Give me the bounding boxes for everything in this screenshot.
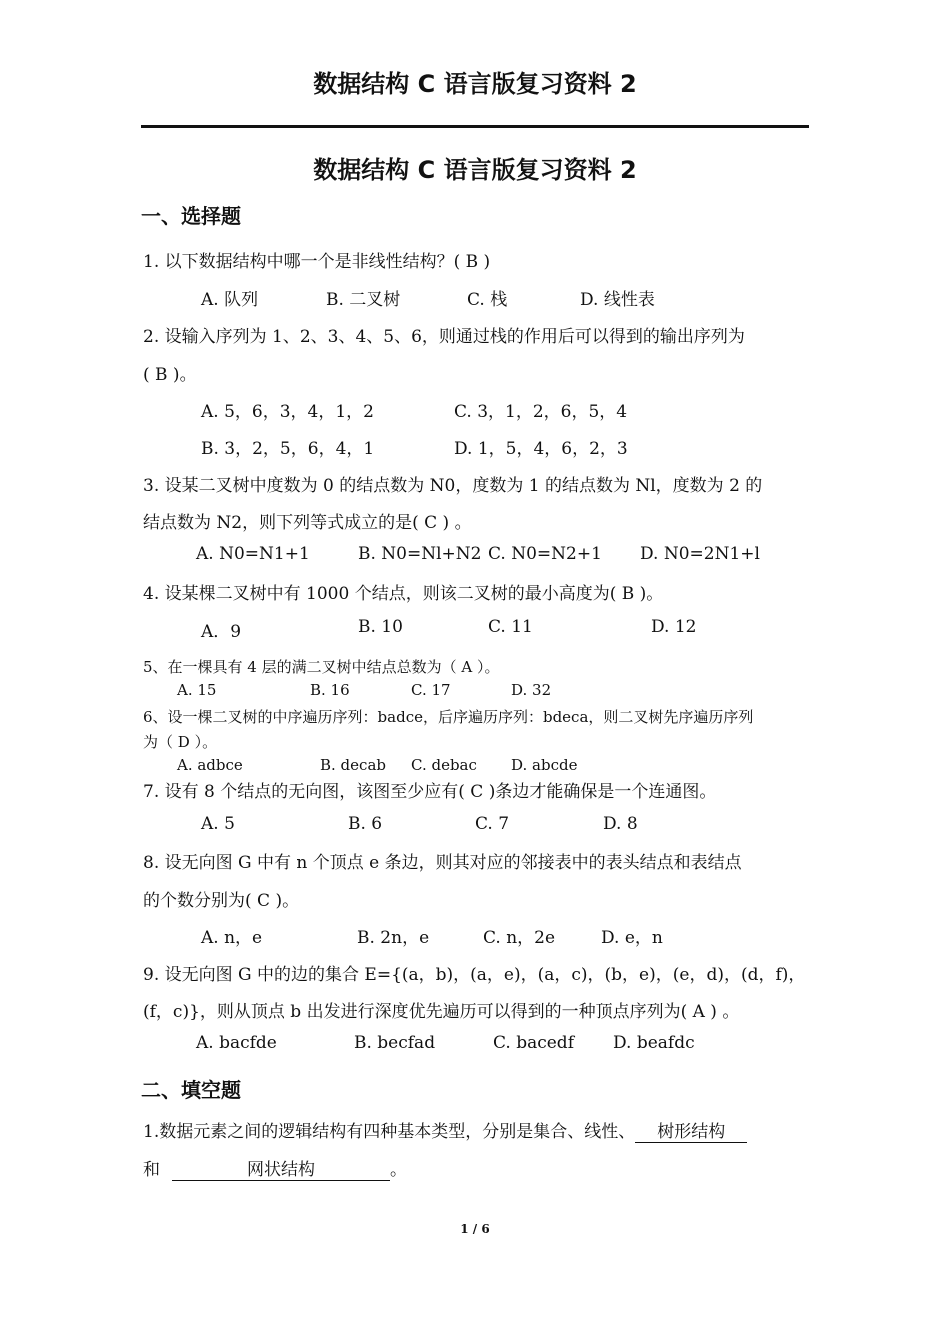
- q2-option-a: A. 5，6，3，4，1，2: [201, 402, 374, 422]
- page-number: 1 / 6: [460, 1222, 490, 1236]
- question-9-line1: 9. 设无向图 G 中的边的集合 E={(a，b)，(a，e)，(a，c)，(b，e)，(e，d)，(d，f)，: [143, 965, 806, 985]
- q5-option-d: D. 32: [511, 681, 552, 699]
- header-title: 数据结构 C 语言版复习资料 2: [313, 70, 637, 98]
- q3-option-d: D. N0=2N1+l: [640, 544, 760, 564]
- q5-option-b: B. 16: [310, 681, 350, 699]
- fill-1-and: 和: [143, 1160, 160, 1180]
- q9-option-a: A. bacfde: [196, 1033, 277, 1053]
- q7-option-a: A. 5: [201, 814, 235, 834]
- q4-option-a: A．9: [201, 622, 242, 642]
- q4-option-d: D. 12: [651, 617, 697, 637]
- question-3-line2: 结点数为 N2，则下列等式成立的是( C ) 。: [143, 513, 472, 533]
- question-9-line2: (f，c)}，则从顶点 b 出发进行深度优先遍历可以得到的一种顶点序列为( A ) 。: [143, 1002, 740, 1022]
- question-3-line1: 3. 设某二叉树中度数为 0 的结点数为 N0，度数为 1 的结点数为 Nl，度数为 2 的: [143, 476, 763, 496]
- question-7: 7. 设有 8 个结点的无向图，该图至少应有( C )条边才能确保是一个连通图。: [143, 782, 717, 802]
- q6-option-d: D. abcde: [511, 756, 578, 774]
- question-8-line1: 8. 设无向图 G 中有 n 个顶点 e 条边，则其对应的邻接表中的表头结点和表结点: [143, 853, 742, 873]
- q3-option-b: B. N0=Nl+N2: [358, 544, 482, 564]
- q5-option-c: C. 17: [411, 681, 451, 699]
- q1-option-c: C. 栈: [467, 290, 508, 310]
- question-2-line2: ( B )。: [143, 365, 197, 385]
- question-6-line2: 为（ D ）。: [143, 733, 218, 751]
- q6-option-c: C. debac: [411, 756, 477, 774]
- q4-option-c: C. 11: [488, 617, 533, 637]
- question-2-line1: 2. 设输入序列为 1、2、3、4、5、6，则通过栈的作用后可以得到的输出序列为: [143, 327, 745, 347]
- q2-option-b: B. 3，2，5，6，4，1: [201, 439, 375, 459]
- fill-1-line1: [143, 1117, 747, 1143]
- fill-1-period: 。: [390, 1160, 407, 1180]
- q6-option-a: A. adbce: [177, 756, 243, 774]
- fill-1-line2: [143, 1155, 407, 1181]
- section-fill-heading: 二、填空题: [141, 1078, 241, 1102]
- q5-option-a: A. 15: [177, 681, 217, 699]
- fill-1-text: 1.数据元素之间的逻辑结构有四种基本类型，分别是集合、线性、: [143, 1122, 636, 1142]
- question-6-line1: 6、设一棵二叉树的中序遍历序列：badce，后序遍历序列：bdeca，则二叉树先序遍历序列: [143, 708, 754, 726]
- question-1: 1. 以下数据结构中哪一个是非线性结构？( B ): [143, 252, 491, 272]
- q1-option-a: A. 队列: [201, 290, 259, 310]
- q9-option-b: B. becfad: [354, 1033, 436, 1053]
- section-choice-heading: 一、选择题: [141, 204, 241, 228]
- q8-option-c: C. n，2e: [483, 928, 556, 948]
- q3-option-c: C. N0=N2+1: [488, 544, 602, 564]
- doc-title: 数据结构 C 语言版复习资料 2: [313, 156, 637, 184]
- question-5: 5、在一棵具有 4 层的满二叉树中结点总数为（ A ）。: [143, 658, 500, 676]
- q2-option-d: D. 1，5，4，6，2，3: [454, 439, 628, 459]
- q9-option-c: C. bacedf: [493, 1033, 574, 1053]
- q9-option-d: D. beafdc: [613, 1033, 695, 1053]
- q7-option-d: D. 8: [603, 814, 638, 834]
- q1-option-d: D. 线性表: [580, 290, 655, 310]
- q8-option-a: A. n，e: [201, 928, 263, 948]
- q1-option-b: B. 二叉树: [326, 290, 401, 310]
- question-4: 4. 设某棵二叉树中有 1000 个结点，则该二叉树的最小高度为( B )。: [143, 584, 664, 604]
- question-8-line2: 的个数分别为( C )。: [143, 891, 300, 911]
- fill-1-blank-2: 网状结构: [172, 1160, 390, 1181]
- q3-option-a: A. N0=N1+1: [196, 544, 310, 564]
- fill-1-blank-1: 树形结构: [635, 1122, 747, 1143]
- q8-option-d: D. e，n: [601, 928, 663, 948]
- q6-option-b: B. decab: [320, 756, 386, 774]
- q8-option-b: B. 2n，e: [357, 928, 430, 948]
- header-rule: [141, 125, 809, 128]
- q7-option-b: B. 6: [348, 814, 383, 834]
- q4-option-b: B. 10: [358, 617, 403, 637]
- q7-option-c: C. 7: [475, 814, 510, 834]
- q2-option-c: C. 3，1，2，6，5，4: [454, 402, 628, 422]
